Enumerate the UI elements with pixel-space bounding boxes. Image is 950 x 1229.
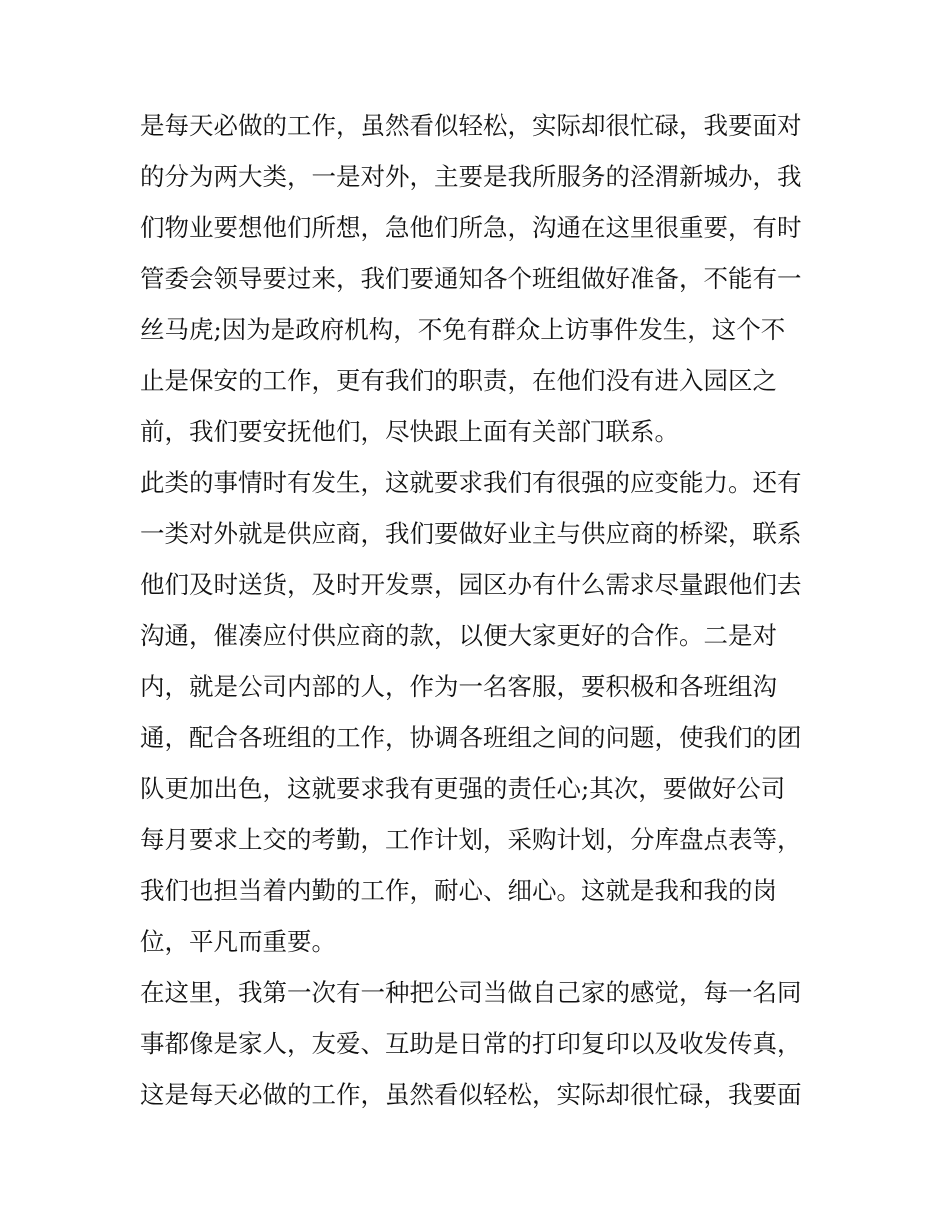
text-line: 每月要求上交的考勤，工作计划，采购计划，分库盘点表等，	[140, 825, 802, 854]
text-line: 沟通，催凑应付供应商的款，以便大家更好的合作。二是对	[140, 621, 777, 650]
text-line: 止是保安的工作，更有我们的职责，在他们没有进入园区之	[140, 366, 777, 395]
text-line: 内，就是公司内部的人，作为一名客服，要积极和各班组沟	[140, 672, 777, 701]
text-line: 通，配合各班组的工作，协调各班组之间的问题，使我们的团	[140, 723, 802, 752]
text-line: 我们也担当着内勤的工作，耐心、细心。这就是我和我的岗	[140, 876, 777, 905]
text-line: 的分为两大类，一是对外，主要是我所服务的泾渭新城办，我	[140, 162, 802, 191]
text-line: 这是每天必做的工作，虽然看似轻松，实际却很忙碌，我要面	[140, 1080, 802, 1109]
text-line: 位，平凡而重要。	[140, 927, 336, 956]
text-line: 他们及时送货，及时开发票，园区办有什么需求尽量跟他们去	[140, 570, 802, 599]
text-line: 丝马虎;因为是政府机构，不免有群众上访事件发生，这个不	[140, 315, 786, 344]
body-text	[140, 100, 820, 1120]
text-line: 在这里，我第一次有一种把公司当做自己家的感觉，每一名同	[140, 978, 802, 1007]
text-line: 队更加出色，这就要求我有更强的责任心;其次，要做好公司	[140, 774, 786, 803]
text-line: 事都像是家人，友爱、互助是日常的打印复印以及收发传真，	[140, 1029, 802, 1058]
text-line: 管委会领导要过来，我们要通知各个班组做好准备，不能有一	[140, 264, 802, 293]
text-line: 们物业要想他们所想，急他们所急，沟通在这里很重要，有时	[140, 213, 802, 242]
text-line: 前，我们要安抚他们，尽快跟上面有关部门联系。	[140, 417, 679, 446]
text-line: 此类的事情时有发生，这就要求我们有很强的应变能力。还有	[140, 468, 802, 497]
text-line: 一类对外就是供应商，我们要做好业主与供应商的桥梁，联系	[140, 519, 802, 548]
text-line: 是每天必做的工作，虽然看似轻松，实际却很忙碌，我要面对	[140, 111, 802, 140]
